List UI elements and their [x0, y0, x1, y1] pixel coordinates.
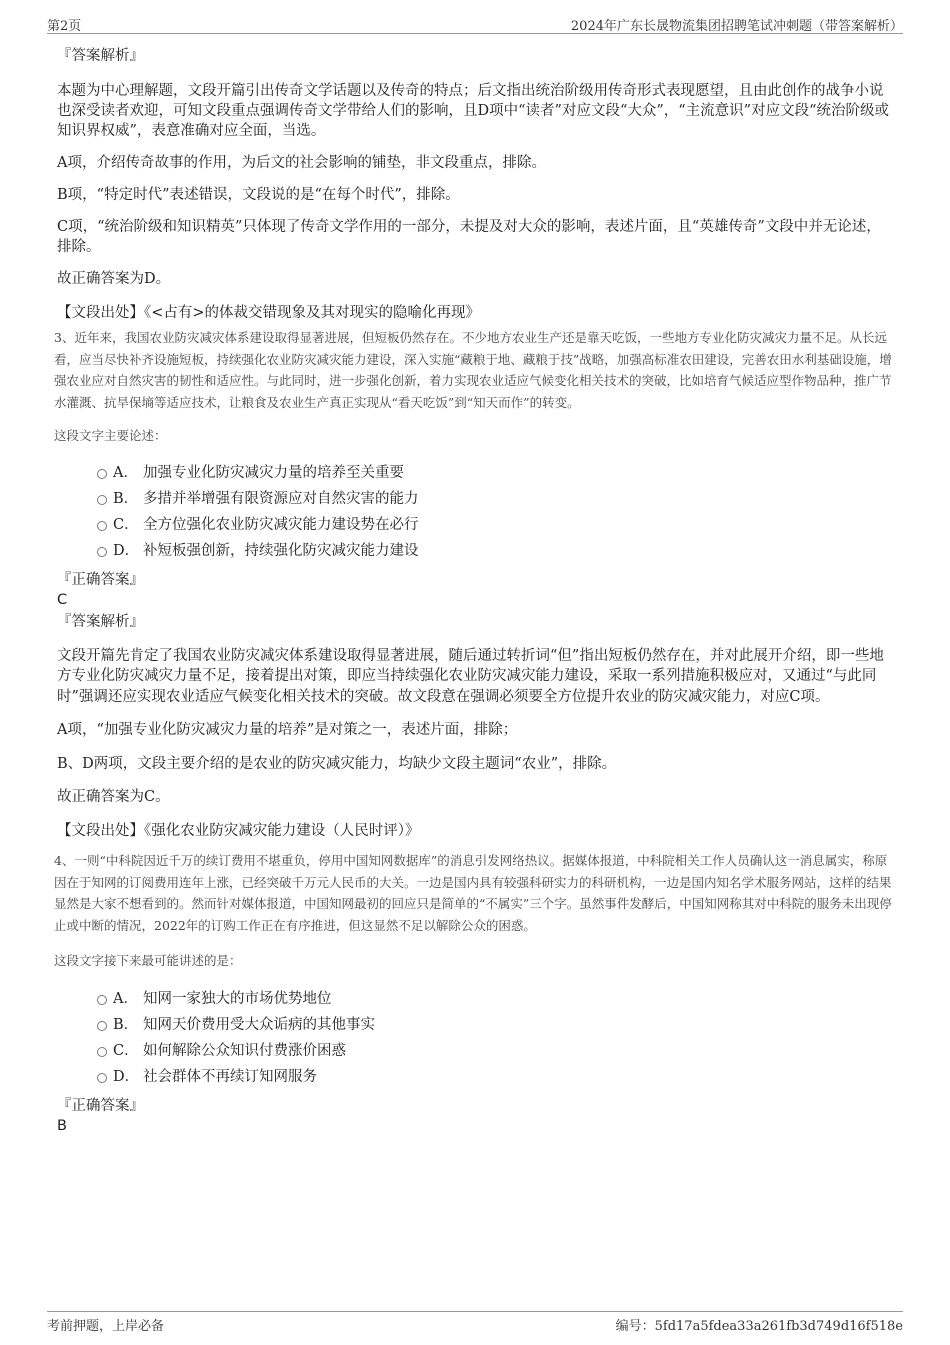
document-title: 2024年广东长晟物流集团招聘笔试冲刺题（带答案解析）	[570, 19, 903, 34]
option-d[interactable]	[57, 1064, 893, 1090]
option-c[interactable]	[57, 1038, 893, 1064]
option-b[interactable]	[57, 1012, 893, 1038]
question-stem: 3、近年来，我国农业防灾减灾体系建设取得显著进展，但短板仍然存在。不少地方农业生产还是靠天吃饭，一些地方专业化防灾减灾力量不足。从长远看，应当尽快补齐设施短板，持续强化农业防灾减灾能力建设，深入实施“藏粮于地、藏粮于技”战略，加强高标准农田建设，完善农田水利基础设施，增强农业应对自然灾害的韧性和适应性。与此同时，进一步强化创新，着力实现农业适应气候变化相关技术的突破，比如培育气候适应型作物品种，推广节水灌溉、抗旱保墒等适应技术，让粮食及农业生产真正实现从“看天吃饭”到“知天而作”的转变。	[54, 330, 892, 410]
document-id: 编号：5fd17a5fdea33a261fb3d749d16f518e	[615, 1319, 903, 1334]
question-prompt: 这段文字主要论述：	[54, 428, 167, 443]
option-letter: B．	[113, 490, 139, 507]
correct-answer: C	[57, 591, 68, 608]
analysis-paragraph: A项，介绍传奇故事的作用，为后文的社会影响的铺垫，非文段重点，排除。	[57, 155, 546, 171]
question-stem: 4、一则“中科院因近千万的续订费用不堪重负，停用中国知网数据库”的消息引发网络热议。据媒体报道，中科院相关工作人员确认这一消息属实，称原因在于知网的订阅费用连年上涨，已经突破千万元人民币的大关。一边是国内具有较强科研实力的科研机构，一边是国内知名学术服务网站，这样的结果显然是大家不想看到的。然而针对媒体报道，中国知网最初的回应只是简单的“不属实”三个字。虽然事件发酵后，中国知网称其对中科院的服务未出现停止或中断的情况，2022年的订购工作正在有序推进，但这显然不足以解除公众的困惑。	[54, 853, 892, 933]
analysis-paragraph: B项，“特定时代”表述错误，文段说的是“在每个时代”，排除。	[57, 187, 460, 203]
option-text: 如何解除公众知识付费涨价困惑	[143, 1042, 346, 1059]
analysis-paragraph: 故正确答案为C。	[57, 789, 170, 805]
correct-answer-label: 『正确答案』	[57, 1097, 144, 1114]
page-number: 第2页	[47, 19, 82, 34]
option-letter: D．	[113, 1068, 140, 1085]
analysis-paragraph: C项，“统治阶级和知识精英”只体现了传奇文学作用的一部分，未提及对大众的影响，表述片面，且“英雄传奇”文段中并无论述，排除。	[57, 219, 881, 255]
option-list	[57, 460, 893, 564]
question-prompt: 这段文字接下来最可能讲述的是：	[54, 953, 242, 968]
option-letter: B．	[113, 1016, 139, 1033]
option-text: 加强专业化防灾减灾力量的培养至关重要	[143, 464, 404, 481]
option-d[interactable]	[57, 538, 893, 564]
radio-icon[interactable]	[97, 995, 107, 1005]
radio-icon[interactable]	[97, 495, 107, 505]
option-a[interactable]	[57, 460, 893, 486]
option-letter: C．	[113, 1042, 139, 1059]
analysis-paragraph: 本题为中心理解题，文段开篇引出传奇文学话题以及传奇的特点；后文指出统治阶级用传奇形式表现愿望，且由此创作的战争小说也深受读者欢迎，可知文段重点强调传奇文学带给人们的影响，且D项中“读者”对应文段“大众”，“主流意识”对应文段“统治阶级或知识界权威”，表意准确对应全面，当选。	[57, 83, 890, 139]
option-c[interactable]	[57, 512, 893, 538]
option-letter: A．	[113, 990, 138, 1007]
radio-icon[interactable]	[97, 1073, 107, 1083]
option-text: 知网一家独大的市场优势地位	[143, 990, 332, 1007]
option-letter: D．	[113, 542, 140, 559]
source-citation: 【文段出处】《强化农业防灾减灾能力建设（人民时评）》	[57, 823, 420, 839]
radio-icon[interactable]	[97, 521, 107, 531]
radio-icon[interactable]	[97, 469, 107, 479]
option-text: 补短板强创新，持续强化防灾减灾能力建设	[143, 542, 419, 559]
page-header	[47, 13, 903, 34]
analysis-label: 『答案解析』	[57, 613, 144, 630]
radio-icon[interactable]	[97, 1047, 107, 1057]
analysis-label: 『答案解析』	[57, 48, 144, 64]
option-text: 社会群体不再续订知网服务	[143, 1068, 317, 1085]
correct-answer-label: 『正确答案』	[57, 571, 144, 588]
analysis-paragraph: 故正确答案为D。	[57, 271, 171, 287]
analysis-paragraph: 文段开篇先肯定了我国农业防灾减灾体系建设取得显著进展，随后通过转折词“但”指出短板仍然存在，并对此展开介绍，即一些地方专业化防灾减灾力量不足，接着提出对策，即应当持续强化农业防灾减灾能力建设，采取一系列措施积极应对，又通过“与此同时”强调还应实现农业适应气候变化相关技术的突破。故文段意在强调必须要全方位提升农业的防灾减灾能力，对应C项。	[57, 647, 884, 705]
page-footer	[47, 1311, 903, 1334]
radio-icon[interactable]	[97, 547, 107, 557]
option-b[interactable]	[57, 486, 893, 512]
radio-icon[interactable]	[97, 1021, 107, 1031]
source-citation: 【文段出处】《<占有>的体裁交错现象及其对现实的隐喻化再现》	[57, 305, 481, 321]
option-text: 知网天价费用受大众诟病的其他事实	[143, 1016, 375, 1033]
option-text: 多措并举增强有限资源应对自然灾害的能力	[143, 490, 419, 507]
page-content	[54, 46, 893, 1136]
option-list	[57, 986, 893, 1090]
option-a[interactable]	[57, 986, 893, 1012]
option-letter: C．	[113, 516, 139, 533]
correct-answer: B	[57, 1117, 67, 1134]
analysis-paragraph: B、D两项，文段主要介绍的是农业的防灾减灾能力，均缺少文段主题词“农业”，排除。	[57, 756, 617, 772]
analysis-paragraph: A项，“加强专业化防灾减灾力量的培养”是对策之一，表述片面，排除；	[57, 722, 518, 738]
option-letter: A．	[113, 464, 138, 481]
option-text: 全方位强化农业防灾减灾能力建设势在必行	[143, 516, 419, 533]
footer-slogan: 考前押题，上岸必备	[47, 1319, 165, 1334]
